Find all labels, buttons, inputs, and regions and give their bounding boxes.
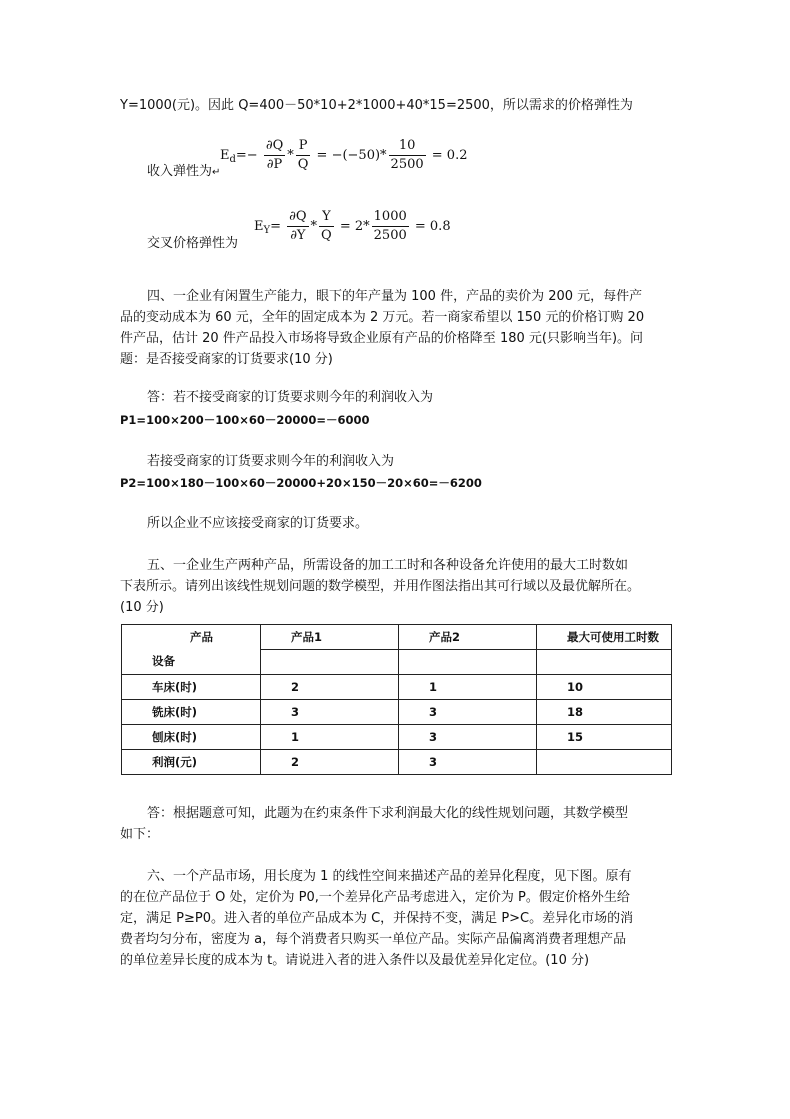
cell-product2: 3 (399, 700, 537, 725)
table-row (122, 725, 672, 750)
formula-result: = 0.8 (414, 219, 451, 234)
income-elasticity-label (147, 162, 220, 183)
table-row (122, 675, 672, 700)
q4-conclusion: 所以企业不应该接受商家的订货要求。 (147, 516, 369, 531)
fraction-dq-dp (264, 137, 285, 174)
formula-mid: = 2* (339, 219, 370, 234)
row-label: 铣床(时) (122, 700, 261, 725)
cell-max: 10 (537, 675, 672, 700)
fraction-numerator: ∂Q (287, 208, 308, 227)
income-elasticity-formula (220, 137, 467, 174)
row-label: 刨床(时) (122, 725, 261, 750)
cell-product1: 3 (261, 700, 399, 725)
formula-result: = 0.2 (431, 148, 468, 163)
formula-lhs-sub: Y (263, 225, 271, 236)
question-6 (120, 866, 676, 971)
cell-max: 15 (537, 725, 672, 750)
fraction-denominator: 2500 (390, 157, 424, 172)
fraction-p-q (296, 137, 311, 174)
table-row (122, 700, 672, 725)
header-equipment-label: 设备 (152, 654, 175, 668)
formula-star: * (310, 219, 318, 234)
cell-product2: 3 (399, 750, 537, 775)
q5-answer (120, 803, 676, 845)
cell-product1: 1 (261, 725, 399, 750)
q4-p2-formula: P2=100×180－100×60－20000+20×150－20×60=－6200 (120, 476, 482, 490)
header-corner-cell (122, 625, 261, 675)
q4-p1-formula: P1=100×200－100×60－20000=－6000 (120, 413, 370, 427)
fraction-numerator: ∂Q (264, 137, 285, 156)
intro-line: Y=1000(元)。因此 Q=400－50*10+2*1000+40*15=2500，所以需求的价格弹性为 (120, 98, 633, 113)
fraction-denominator: Q (297, 157, 309, 172)
table-row (122, 750, 672, 775)
q6-line-2: 的在位产品位于 O 处，定价为 P0,一个差异化产品考虑进入，定价为 P。假定价格外生给 (120, 890, 630, 905)
q6-line-5: 的单位差异长度的成本为 t。请说进入者的进入条件以及最优差异化定位。(10 分) (120, 953, 590, 968)
label-text: 收入弹性为 (147, 164, 213, 179)
fraction-y-q (319, 208, 334, 245)
cell-product1: 2 (261, 675, 399, 700)
header-product1: 产品1 (261, 625, 399, 650)
formula-eq: = (270, 219, 282, 234)
table-header-row (122, 625, 672, 650)
cell-product2: 3 (399, 725, 537, 750)
fraction-numerator: Y (319, 208, 334, 227)
formula-eq: =− (235, 148, 258, 163)
q4-line-1: 四、一企业有闲置生产能力，眼下的年产量为 100 件，产品的卖价为 200 元，每件产 (147, 289, 643, 304)
cross-elasticity-formula (254, 208, 451, 245)
fraction-1000-2500 (372, 208, 409, 245)
q5-line-1: 五、一企业生产两种产品，所需设备的加工工时和各种设备允许使用的最大工时数如 (147, 558, 629, 573)
formula-lhs: E (254, 219, 264, 234)
q5-line-2: 下表所示。请列出该线性规划问题的数学模型，并用作图法指出其可行域以及最优解所在。 (120, 579, 641, 594)
question-5 (120, 555, 676, 618)
blank-cell (399, 650, 537, 675)
row-label: 利润(元) (122, 750, 261, 775)
blank-cell (261, 650, 399, 675)
formula-mid: = −(−50)* (316, 148, 387, 163)
fraction-denominator: 2500 (373, 228, 407, 243)
q4-line-3: 件产品，估计 20 件产品投入市场将导致企业原有产品的价格降至 180 元(只影响当年)。问 (120, 331, 644, 346)
q6-line-4: 费者均匀分布，密度为 a，每个消费者只购买一单位产品。实际产品偏离消费者理想产品 (120, 932, 627, 947)
formula-star: * (287, 148, 294, 163)
header-max-hours: 最大可使用工时数 (537, 625, 672, 650)
equipment-hours-table (121, 624, 672, 775)
fraction-numerator: P (296, 137, 311, 156)
fraction-denominator: ∂Y (290, 228, 306, 243)
q5-line-3: (10 分) (120, 600, 164, 615)
fraction-denominator: ∂P (266, 157, 283, 172)
blank-cell (537, 650, 672, 675)
q4-answer-accept: 若接受商家的订货要求则今年的利润收入为 (147, 454, 395, 469)
header-product-label: 产品 (190, 630, 213, 644)
header-product2: 产品2 (399, 625, 537, 650)
row-label: 车床(时) (122, 675, 261, 700)
cell-product2: 1 (399, 675, 537, 700)
fraction-numerator: 1000 (372, 208, 409, 227)
q6-line-1: 六、一个产品市场，用长度为 1 的线性空间来描述产品的差异化程度，见下图。原有 (147, 869, 632, 884)
fraction-10-2500 (389, 137, 426, 174)
fraction-dq-dy (287, 208, 308, 245)
cell-max: 18 (537, 700, 672, 725)
question-4 (120, 286, 676, 370)
q5-answer-line-2: 如下： (120, 827, 160, 842)
cross-elasticity-label: 交叉价格弹性为 (147, 236, 239, 251)
q4-answer-intro: 答：若不接受商家的订货要求则今年的利润收入为 (147, 390, 434, 405)
fraction-denominator: Q (321, 228, 332, 243)
q5-answer-line-1: 答：根据题意可知，此题为在约束条件下求利润最大化的线性规划问题，其数学模型 (147, 806, 629, 821)
q4-line-4: 题：是否接受商家的订货要求(10 分) (120, 352, 333, 367)
cell-product1: 2 (261, 750, 399, 775)
cell-max (537, 750, 672, 775)
q4-line-2: 品的变动成本为 60 元，全年的固定成本为 2 万元。若一商家希望以 150 元的价格订购 20 (120, 310, 645, 325)
fraction-numerator: 10 (389, 137, 426, 156)
formula-lhs: E (220, 148, 230, 163)
return-mark: ↵ (212, 167, 221, 178)
formula-lhs-sub: d (229, 154, 236, 165)
q6-line-3: 定，满足 P≥P0。进入者的单位产品成本为 C，并保持不变，满足 P>C。差异化市场的消 (120, 911, 634, 926)
